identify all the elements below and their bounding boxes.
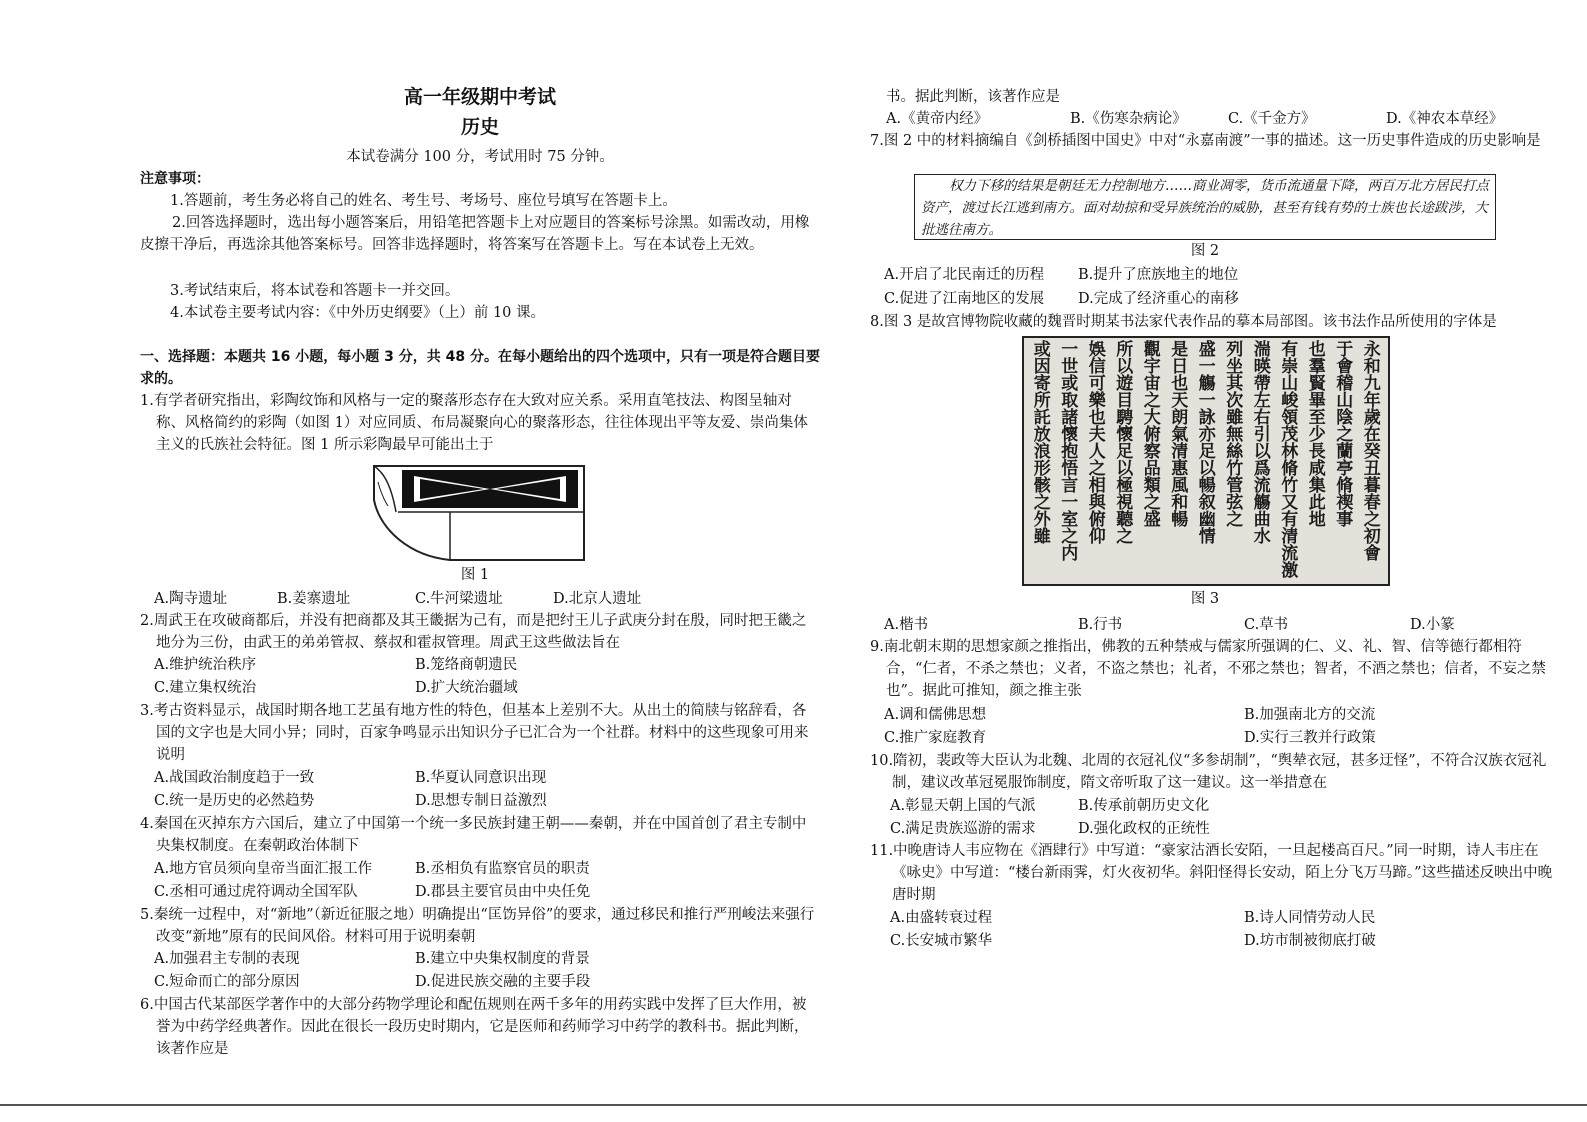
q8-option-b: B.行书 [1078, 617, 1123, 633]
figure-1-caption: 图 1 [460, 567, 490, 583]
q3-option-b: B.华夏认同意识出现 [415, 770, 547, 786]
question-7-stem: 7.图 2 中的材料摘编自《剑桥插图中国史》中对“永嘉南渡”一事的描述。这一历史事件造成的历史影响是 [870, 133, 1541, 149]
q1-option-b: B.姜寨遗址 [277, 591, 351, 607]
calligraphy-column: 盛 一 觴 一 詠 亦 足 以 暢 叙 幽 情 [1198, 340, 1216, 547]
q11-option-a: A.由盛转衰过程 [890, 910, 993, 926]
calligraphy-column: 是 日 也 天 朗 氣 清 惠 風 和 暢 [1171, 340, 1189, 530]
question-9-stem: 9.南北朝末期的思想家颜之推指出，佛教的五种禁戒与儒家所强调的仁、义、礼、智、信等德行都相符合，“仁者，不杀之禁也；义者，不盗之禁也；礼者，不邪之禁也；智者，不酒之禁也；信者，不妄之禁也”。据此可推知，颜之推主张 [870, 639, 1546, 699]
question-10-stem: 10.隋初，裴政等大臣认为北魏、北周的衣冠礼仪“多参胡制”，“舆辇衣冠，甚多迂怪”，不符合汉族衣冠礼制，建议改革冠冕服饰制度，隋文帝听取了这一建议。这一举措意在 [870, 753, 1547, 791]
q10-option-a: A.彰显天朝上国的气派 [890, 798, 1036, 814]
calligraphy-figure [1022, 336, 1390, 586]
notice-heading: 注意事项： [140, 171, 210, 187]
q11-option-b: B.诗人同情劳动人民 [1244, 910, 1376, 926]
question-11-stem: 11.中晚唐诗人韦应物在《酒肆行》中写道：“豪家沽酒长安陌，一旦起楼高百尺。”同一时期，诗人韦庄在《咏史》中写道：“楼台新雨霁，灯火夜初华。斜阳怪得长安动，陌上分飞万马蹄。”这些描述反映出中晚唐时期 [870, 843, 1553, 903]
notice-item-3: 3.考试结束后，将本试卷和答题卡一并交回。 [170, 283, 460, 299]
q8-option-d: D.小篆 [1410, 617, 1455, 633]
q9-option-d: D.实行三教并行政策 [1244, 730, 1376, 746]
q9-option-a: A.调和儒佛思想 [884, 707, 987, 723]
calligraphy-column: 一 世 或 取 諸 懷 抱 悟 言 一 室 之 内 [1061, 340, 1079, 564]
q7-option-c: C.促进了江南地区的发展 [884, 291, 1045, 307]
calligraphy-column: 也 羣 賢 畢 至 少 長 咸 集 此 地 [1308, 340, 1326, 530]
q1-option-a: A.陶寺遗址 [154, 591, 228, 607]
pottery-figure [370, 460, 590, 564]
figure-2-quote [914, 174, 1496, 240]
q7-option-d: D.完成了经济重心的南移 [1078, 291, 1239, 307]
calligraphy-column: 娛 信 可 樂 也 夫 人 之 相 與 俯 仰 [1088, 340, 1106, 547]
q1-option-d: D.北京人遗址 [553, 591, 642, 607]
q2-option-a: A.维护统治秩序 [154, 657, 257, 673]
exam-subject: 历史 [460, 116, 499, 138]
q5-option-a: A.加强君主专制的表现 [154, 951, 300, 967]
q2-option-c: C.建立集权统治 [154, 680, 257, 696]
q4-option-b: B.丞相负有监察官员的职责 [415, 861, 590, 877]
q6-option-d: D.《神农本草经》 [1386, 111, 1504, 127]
q5-option-d: D.促进民族交融的主要手段 [415, 974, 591, 990]
q2-option-d: D.扩大统治疆域 [415, 680, 518, 696]
q4-option-c: C.丞相可通过虎符调动全国军队 [154, 884, 358, 900]
q2-option-b: B.笼络商朝遗民 [415, 657, 518, 673]
q5-option-b: B.建立中央集权制度的背景 [415, 951, 590, 967]
question-5-stem: 5.秦统一过程中，对“新地”（新近征服之地）明确提出“匡饬异俗”的要求，通过移民和推行严刑峻法来强行改变“新地”原有的民间风俗。材料可用于说明秦朝 [140, 907, 815, 945]
question-8-stem: 8.图 3 是故宫博物院收藏的魏晋时期某书法家代表作品的摹本局部图。该书法作品所使用的字体是 [870, 314, 1497, 330]
notice-item-1: 1.答题前，考生务必将自己的姓名、考生号、考场号、座位号填写在答题卡上。 [170, 193, 677, 209]
q6-option-b: B.《伤寒杂病论》 [1070, 111, 1187, 127]
figure-2-caption: 图 2 [1190, 243, 1220, 259]
q9-option-b: B.加强南北方的交流 [1244, 707, 1376, 723]
q4-option-d: D.郡县主要官员由中央任免 [415, 884, 591, 900]
calligraphy-column: 列 坐 其 次 雖 無 絲 竹 管 弦 之 [1226, 340, 1244, 530]
q8-option-c: C.草书 [1244, 617, 1289, 633]
calligraphy-column: 或 因 寄 所 託 放 浪 形 骸 之 外 雖 [1033, 340, 1051, 547]
q10-option-b: B.传承前朝历史文化 [1078, 798, 1210, 814]
q3-option-d: D.思想专制日益激烈 [415, 793, 547, 809]
question-2-stem: 2.周武王在攻破商都后，并没有把商都及其王畿据为己有，而是把纣王儿子武庚分封在殷，同时把王畿之地分为三份，由武王的弟弟管叔、蔡叔和霍叔管理。周武王这些做法旨在 [140, 613, 807, 651]
notice-item-2: 2.回答选择题时，选出每小题答案后，用铅笔把答题卡上对应题目的答案标号涂黑。如需改动，用橡皮擦干净后，再选涂其他答案标号。回答非选择题时，将答案写在答题卡上。写在本试卷上无效。 [140, 215, 810, 253]
q5-option-c: C.短命而亡的部分原因 [154, 974, 300, 990]
calligraphy-column: 于 會 稽 山 陰 之 蘭 亭 脩 禊 事 [1336, 340, 1354, 530]
q3-option-a: A.战国政治制度趋于一致 [154, 770, 315, 786]
q3-option-c: C.统一是历史的必然趋势 [154, 793, 315, 809]
calligraphy-column: 湍 暎 帶 左 右 引 以 爲 流 觴 曲 水 [1253, 340, 1271, 547]
q9-option-c: C.推广家庭教育 [884, 730, 987, 746]
question-4-stem: 4.秦国在灭掉东方六国后，建立了中国第一个统一多民族封建王朝——秦朝，并在中国首创了君主专制中央集权制度。在秦朝政治体制下 [140, 816, 807, 854]
q10-option-c: C.满足贵族巡游的需求 [890, 821, 1036, 837]
q11-option-d: D.坊市制被彻底打破 [1244, 933, 1376, 949]
exam-subtitle: 本试卷满分 100 分，考试用时 75 分钟。 [346, 149, 614, 165]
figure-3-caption: 图 3 [1190, 591, 1220, 607]
q7-option-b: B.提升了庶族地主的地位 [1078, 267, 1239, 283]
q7-option-a: A.开启了北民南迁的历程 [884, 267, 1045, 283]
q8-option-a: A.楷书 [884, 617, 929, 633]
q6-option-a: A.《黄帝内经》 [886, 111, 989, 127]
q10-option-d: D.强化政权的正统性 [1078, 821, 1210, 837]
calligraphy-column: 永 和 九 年 歲 在 癸 丑 暮 春 之 初 會 [1363, 340, 1381, 564]
page-bottom-edge [0, 1104, 1587, 1106]
q11-option-c: C.长安城市繁华 [890, 933, 993, 949]
calligraphy-column: 有 崇 山 峻 領 茂 林 脩 竹 又 有 清 流 激 [1281, 340, 1299, 581]
q1-option-c: C.牛河梁遗址 [415, 591, 503, 607]
question-3-stem: 3.考古资料显示，战国时期各地工艺虽有地方性的特色，但基本上差别不大。从出土的简牍与铭辞看，各国的文字也是大同小异；同时，百家争鸣显示出知识分子已汇合为一个社群。材料中的这些现象可用来说明 [140, 703, 809, 763]
calligraphy-column: 觀 宇 宙 之 大 俯 察 品 類 之 盛 [1143, 340, 1161, 530]
question-6-stem-continued: 书。据此判断，该著作应是 [886, 89, 1060, 105]
exam-title: 高一年级期中考试 [403, 86, 556, 108]
question-6-stem: 6.中国古代某部医学著作中的大部分药物学理论和配伍规则在两千多年的用药实践中发挥了巨大作用，被誉为中药学经典著作。因此在很长一段历史时期内，它是医师和药师学习中药学的教科书。据此判断，该著作应是 [140, 997, 809, 1057]
q6-option-c: C.《千金方》 [1228, 111, 1316, 127]
q4-option-a: A.地方官员须向皇帝当面汇报工作 [154, 861, 373, 877]
figure-2-quote-text: 权力下移的结果是朝廷无力控制地方……商业凋零，货币流通量下降，两百万北方居民打点资产，渡过长江逃到南方。面对劫掠和受异族统治的威胁，甚至有钱有势的士族也长途跋涉，大批逃往南方。 [921, 178, 1489, 238]
calligraphy-column: 所 以 遊 目 騁 懷 足 以 極 視 聽 之 [1116, 340, 1134, 547]
question-1-stem: 1.有学者研究指出，彩陶纹饰和风格与一定的聚落形态存在大致对应关系。采用直笔技法、构图呈轴对称、风格简约的彩陶（如图 1）对应同质、布局凝聚向心的聚落形态，往往体现出平等友爱、崇尚集体主义的氏族社会特征。图 1 所示彩陶最早可能出土于 [140, 393, 808, 453]
section-heading: 一、选择题：本题共 16 小题，每小题 3 分，共 48 分。在每小题给出的四个选项中，只有一项是符合题目要求的。 [140, 349, 820, 387]
notice-item-4: 4.本试卷主要考试内容：《中外历史纲要》（上）前 10 课。 [170, 305, 546, 321]
